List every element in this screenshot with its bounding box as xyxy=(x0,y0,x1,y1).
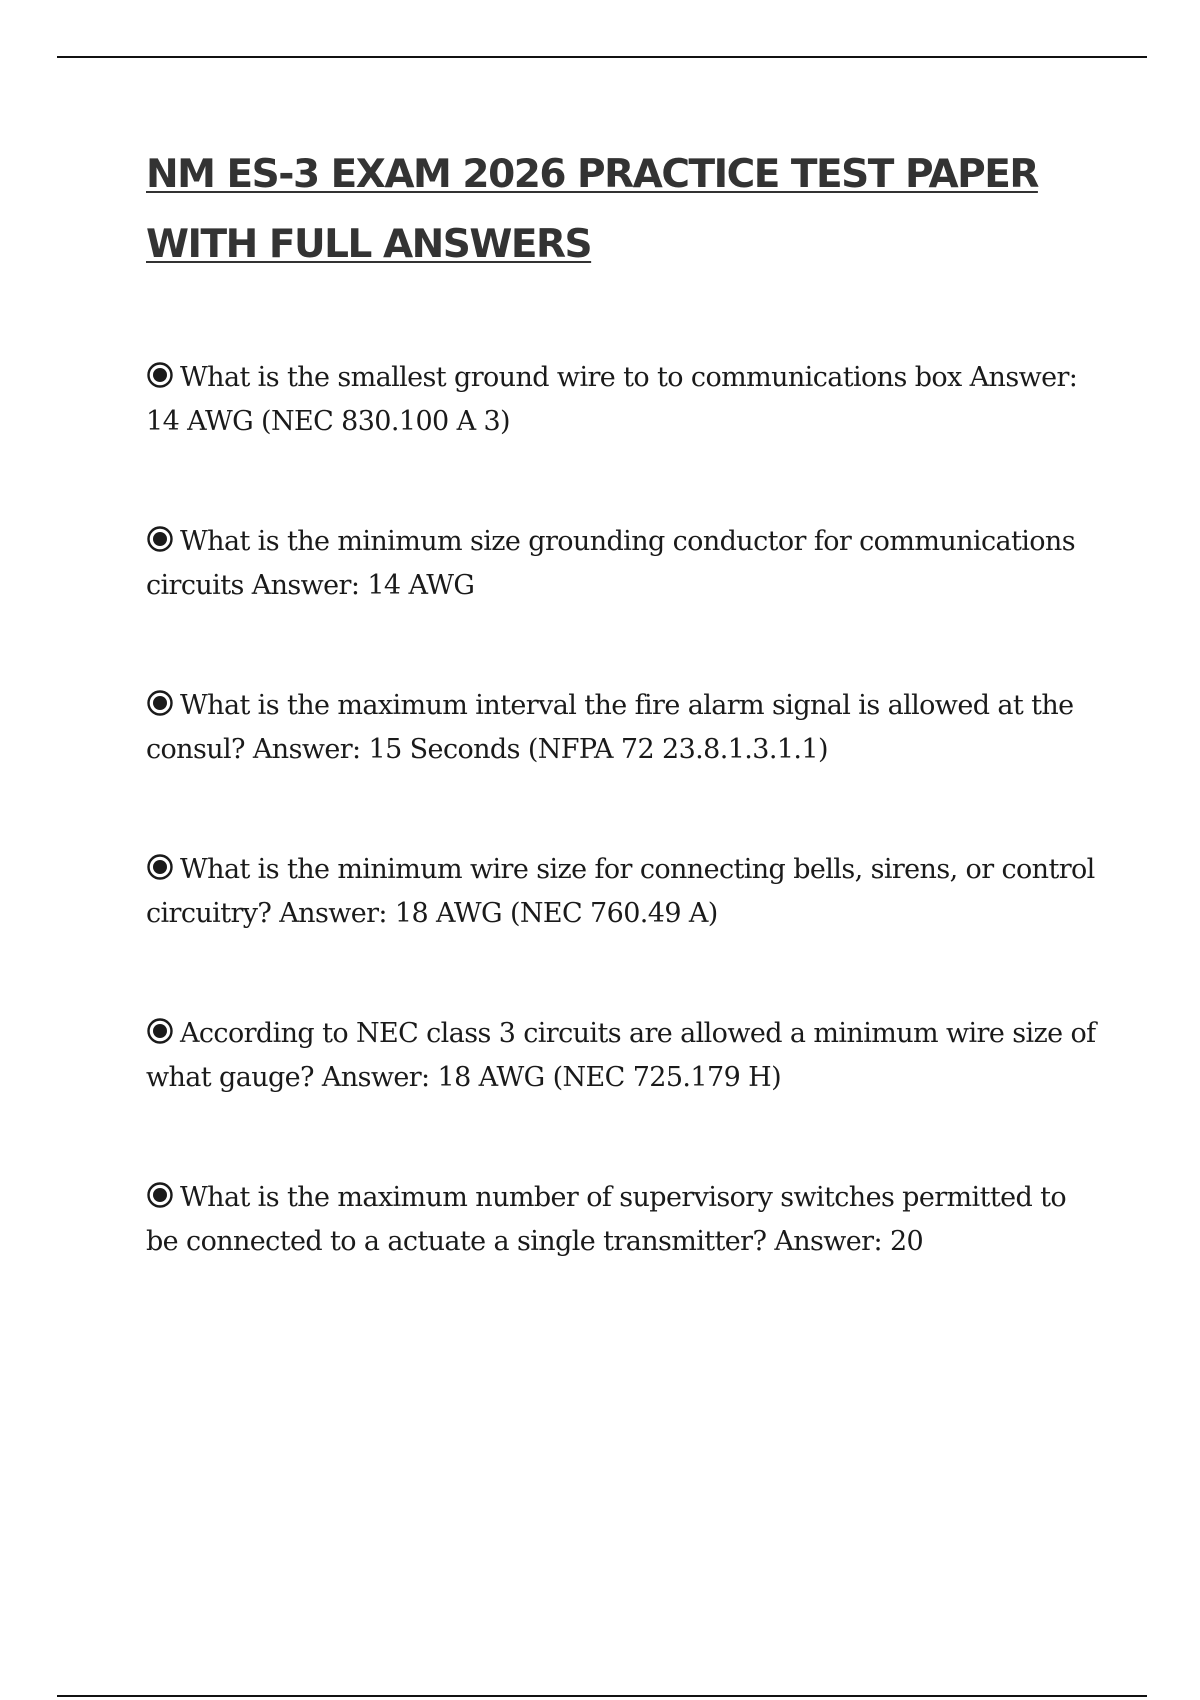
question-text: What is the maximum interval the fire alarm signal is allowed at the consul? Answer: 15 Seconds (NFPA 72 23.8.1.3.1.1) xyxy=(146,690,1074,765)
top-divider xyxy=(57,56,1147,58)
radio-bullet-icon xyxy=(146,525,174,553)
page-title: NM ES-3 EXAM 2026 PRACTICE TEST PAPER WITH FULL ANSWERS xyxy=(146,152,1038,267)
question-item xyxy=(146,848,1096,936)
radio-bullet-icon xyxy=(146,1017,174,1045)
radio-bullet-icon xyxy=(146,853,174,881)
radio-bullet-icon xyxy=(146,1181,174,1209)
question-text: According to NEC class 3 circuits are allowed a minimum wire size of what gauge? Answer: 18 AWG (NEC 725.179 H) xyxy=(146,1018,1096,1093)
bottom-divider xyxy=(57,1695,1147,1697)
question-list xyxy=(146,356,1096,1340)
question-text: What is the minimum size grounding conductor for communications circuits Answer: 14 AWG xyxy=(146,526,1075,601)
question-item xyxy=(146,684,1096,772)
question-item xyxy=(146,356,1096,444)
radio-bullet-icon xyxy=(146,361,174,389)
question-item xyxy=(146,520,1096,608)
question-text: What is the maximum number of supervisory switches permitted to be connected to a actuate a single transmitter? Answer: 20 xyxy=(146,1182,1067,1257)
radio-bullet-icon xyxy=(146,689,174,717)
question-item xyxy=(146,1176,1096,1264)
question-text: What is the smallest ground wire to to communications box Answer: 14 AWG (NEC 830.100 A 3) xyxy=(146,362,1078,437)
question-item xyxy=(146,1012,1096,1100)
question-text: What is the minimum wire size for connecting bells, sirens, or control circuitry? Answer: 18 AWG (NEC 760.49 A) xyxy=(146,854,1095,929)
